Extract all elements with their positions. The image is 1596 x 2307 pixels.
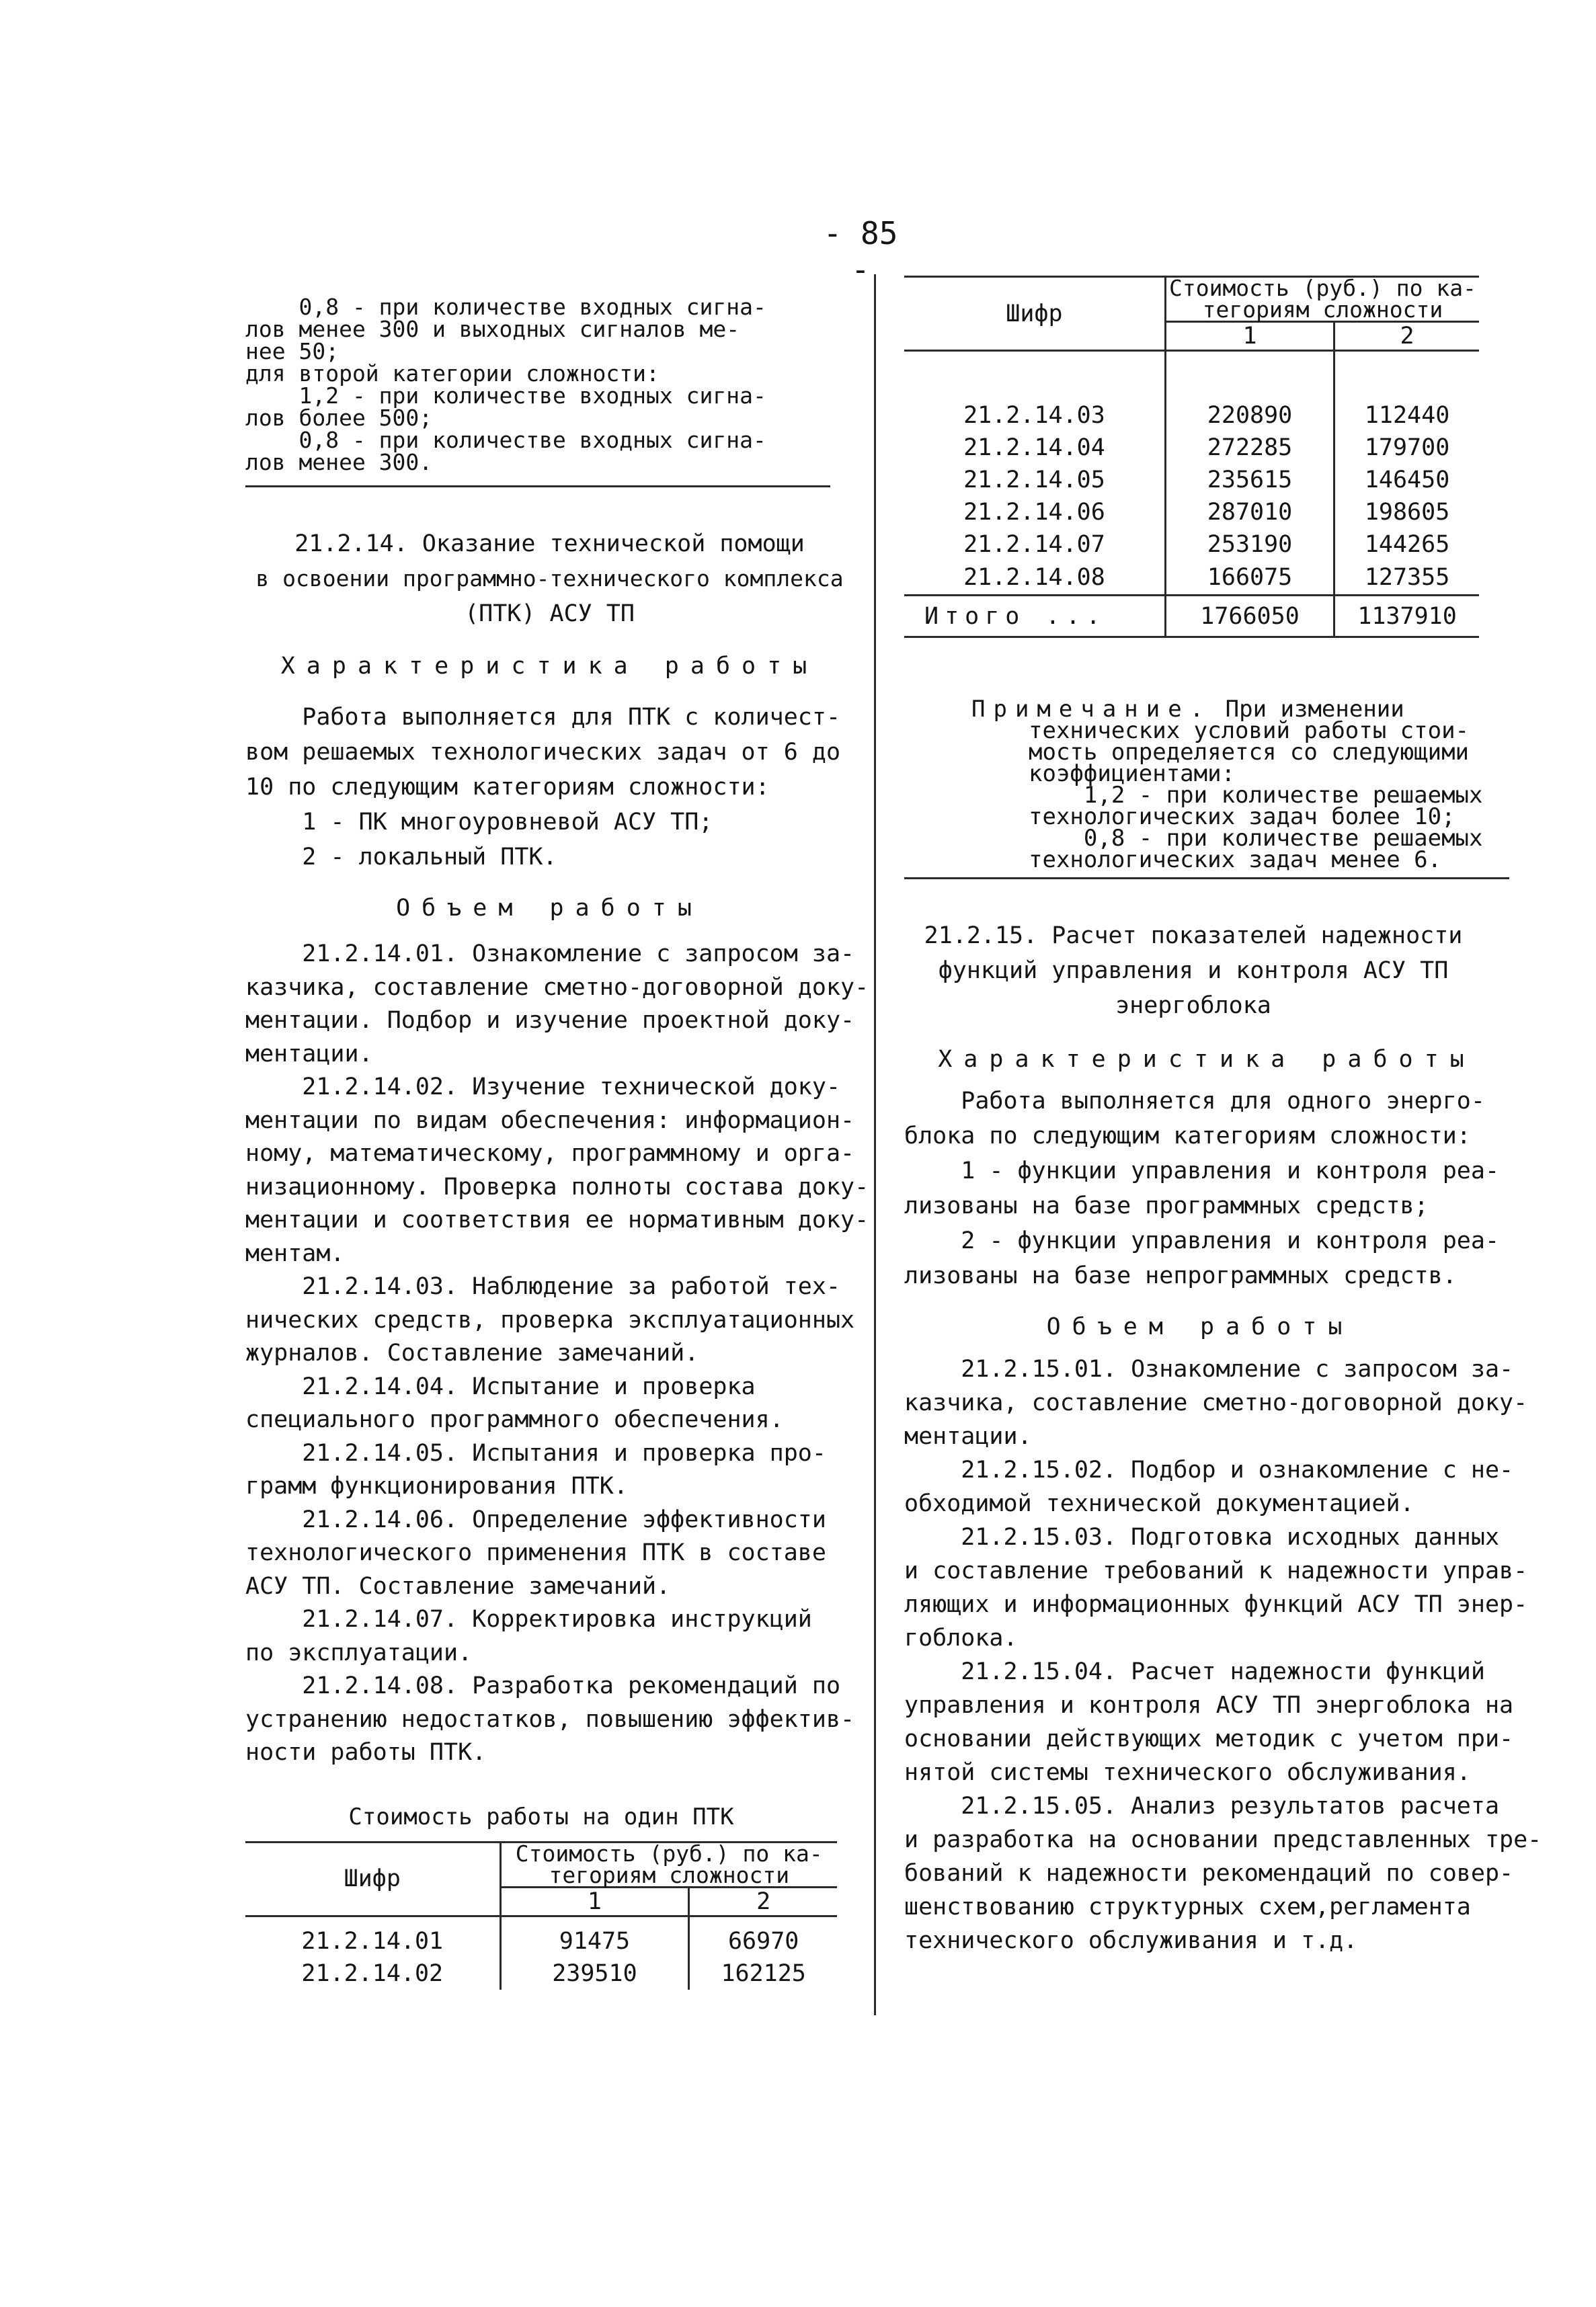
- cell-code: 21.2.14.06: [963, 498, 1105, 526]
- note-line: нее 50;: [245, 338, 340, 364]
- text-line: 2 - локальный ПТК.: [245, 844, 557, 871]
- text-line: 21.2.14.01. Ознакомление с запросом за-: [245, 940, 855, 967]
- text-line: 21.2.14.05. Испытания и проверка про-: [245, 1439, 826, 1467]
- page-number: - 85 -: [823, 215, 898, 288]
- text-line: 1 - ПК многоуровневой АСУ ТП;: [245, 809, 713, 836]
- scope-text: [245, 938, 869, 1770]
- cell-cat2: 179700: [1334, 432, 1479, 464]
- remark-label: Примечание.: [971, 696, 1212, 723]
- cell-code: 21.2.14.03: [963, 401, 1105, 429]
- section-title-line: 21.2.14. Оказание технической помощи: [294, 530, 805, 557]
- text-line: и разработка на основании представленных тре-: [904, 1826, 1542, 1853]
- text-line: казчика, составление сметно-договорной доку-: [904, 1389, 1528, 1416]
- left-column: [245, 294, 869, 1990]
- remark-line: мость определяется со следующими: [1029, 739, 1470, 766]
- text-line: Работа выполняется для одного энерго-: [904, 1088, 1485, 1115]
- text-line: ментации.: [245, 1040, 373, 1067]
- characteristic-heading: Характеристика работы: [938, 1046, 1476, 1073]
- text-line: 21.2.14.02. Изучение технической доку-: [245, 1074, 841, 1100]
- cell-total-cat1: 1766050: [1165, 596, 1334, 637]
- cell-code: 21.2.14.07: [963, 530, 1105, 558]
- text-line: ляющих и информационных функций АСУ ТП энер-: [904, 1591, 1528, 1618]
- col-header-cost: [500, 1842, 837, 1887]
- column-divider: [874, 274, 876, 2015]
- cell-cat1: 287010: [1165, 496, 1334, 528]
- cell-total-label: Итого ...: [904, 596, 1165, 637]
- note-rule: [245, 485, 830, 487]
- remark-line: технологических задач более 10;: [1029, 803, 1455, 830]
- text-line: журналов. Составление замечаний.: [245, 1340, 699, 1367]
- note-line: лов менее 300 и выходных сигналов ме-: [245, 316, 740, 342]
- top-note: [245, 296, 854, 473]
- table-caption: Стоимость работы на один ПТК: [348, 1803, 734, 1830]
- cell-code: 21.2.14.08: [963, 563, 1105, 591]
- table-row: [904, 432, 1479, 464]
- text-line: лизованы на базе непрограммных средств.: [904, 1262, 1457, 1289]
- cell-code: 21.2.14.02: [301, 1960, 444, 1987]
- text-line: 21.2.15.05. Анализ результатов расчета: [904, 1793, 1500, 1820]
- text-line: 21.2.14.06. Определение эффективности: [245, 1506, 826, 1533]
- cell-cat1: 272285: [1165, 432, 1334, 464]
- cell-code: 21.2.14.04: [963, 434, 1105, 461]
- note-line: 1,2 - при количестве входных сигна-: [245, 382, 766, 409]
- text-line: АСУ ТП. Составление замечаний.: [245, 1572, 671, 1600]
- cell-code: 21.2.14.01: [301, 1928, 444, 1955]
- cell-cat1: 235615: [1165, 464, 1334, 496]
- remark: [904, 698, 1533, 871]
- col-header-code: Шифр: [245, 1842, 500, 1916]
- text-line: Работа выполняется для ПТК с количест-: [245, 704, 841, 731]
- cell-cat2: 66970: [689, 1925, 837, 1957]
- text-line: бований к надежности рекомендаций по совер-: [904, 1860, 1514, 1887]
- text-line: блока по следующим категориям сложности:: [904, 1123, 1471, 1149]
- col-header-code: Шифр: [904, 277, 1165, 351]
- text-line: и составление требований к надежности управ-: [904, 1557, 1528, 1584]
- remark-line: коэффициентами:: [1029, 760, 1236, 787]
- text-line: ментации и соответствия ее нормативным доку-: [245, 1207, 869, 1233]
- col-header-cat2: 2: [689, 1887, 837, 1916]
- col-header-cost-line: тегориям сложности: [1202, 296, 1443, 323]
- text-line: ности работы ПТК.: [245, 1739, 487, 1766]
- remark-line: технических условий работы стои-: [1029, 717, 1470, 744]
- text-line: 2 - функции управления и контроля реа-: [904, 1227, 1500, 1254]
- scope-heading: Объем работы: [1046, 1313, 1354, 1340]
- text-line: 21.2.15.02. Подбор и ознакомление с не-: [904, 1457, 1514, 1484]
- cell-cat1: 166075: [1165, 561, 1334, 596]
- note-line: лов более 500;: [245, 405, 433, 431]
- text-line: 1 - функции управления и контроля реа-: [904, 1158, 1500, 1184]
- section-title-line: функций управления и контроля АСУ ТП: [938, 957, 1449, 984]
- cell-cat1: 91475: [500, 1925, 689, 1957]
- cell-cat2: 144265: [1334, 528, 1479, 561]
- characteristic-heading: Характеристика работы: [280, 653, 819, 680]
- text-line: специального программного обеспечения.: [245, 1406, 784, 1433]
- text-line: нятой системы технического обслуживания.: [904, 1759, 1471, 1786]
- table-row: [904, 561, 1479, 596]
- cell-cat2: 162125: [689, 1957, 837, 1990]
- cell-cat2: 198605: [1334, 496, 1479, 528]
- col-header-cost-line: Стоимость (руб.) по ка-: [515, 1840, 823, 1867]
- table-row: [904, 399, 1479, 432]
- table-row: [245, 1925, 837, 1957]
- text-line: грамм функционирования ПТК.: [245, 1473, 628, 1500]
- text-line: устранению недостатков, повышению эффектив-: [245, 1705, 855, 1733]
- table-row: [245, 1957, 837, 1990]
- section-title-line: в освоении программно-технического комплекса: [255, 565, 844, 592]
- text-line: 21.2.14.07. Корректировка инструкций: [245, 1606, 812, 1633]
- text-line: ментации. Подбор и изучение проектной доку-: [245, 1007, 855, 1034]
- remark-line: 1,2 - при количестве решаемых: [1029, 782, 1483, 809]
- section-title: [245, 526, 854, 631]
- text-line: ментации по видам обеспечения: информацион-: [245, 1106, 855, 1134]
- text-line: технологического применения ПТК в составе: [245, 1539, 826, 1566]
- text-line: по эксплуатации.: [245, 1639, 473, 1666]
- text-line: основании действующих методик с учетом при-: [904, 1726, 1514, 1752]
- cell-cat1: 220890: [1165, 399, 1334, 432]
- cell-cat2: 112440: [1334, 399, 1479, 432]
- table-row: [904, 496, 1479, 528]
- cell-total-cat2: 1137910: [1334, 596, 1479, 637]
- text-line: ментации.: [904, 1423, 1032, 1450]
- note-line: 0,8 - при количестве входных сигна-: [245, 427, 766, 453]
- cell-cat1: 239510: [500, 1957, 689, 1990]
- text-line: 21.2.15.03. Подготовка исходных данных: [904, 1524, 1500, 1551]
- section-title-line: энергоблока: [1115, 992, 1271, 1019]
- scope-text: [904, 1352, 1542, 1957]
- text-line: управления и контроля АСУ ТП энергоблока на: [904, 1692, 1514, 1719]
- col-header-cost-line: тегориям сложности: [549, 1861, 790, 1888]
- text-line: технического обслуживания и т.д.: [904, 1927, 1358, 1954]
- text-line: нических средств, проверка эксплуатационных: [245, 1306, 855, 1334]
- cell-cat2: 127355: [1334, 561, 1479, 596]
- col-header-cost-line: Стоимость (руб.) по ка-: [1168, 275, 1476, 301]
- table-row: [904, 464, 1479, 496]
- note-line: 0,8 - при количестве входных сигна-: [245, 294, 766, 320]
- characteristic-text: [245, 700, 854, 875]
- text-line: обходимой технической документацией.: [904, 1490, 1414, 1517]
- cell-code: 21.2.14.05: [963, 466, 1105, 493]
- text-line: низационному. Проверка полноты состава доку-: [245, 1173, 869, 1201]
- right-column: [904, 275, 1542, 1957]
- text-line: 21.2.15.01. Ознакомление с запросом за-: [904, 1356, 1514, 1383]
- col-header-cat2: 2: [1334, 322, 1479, 351]
- cost-table-left: [245, 1841, 837, 1990]
- text-line: 21.2.14.08. Разработка рекомендаций по: [245, 1672, 841, 1699]
- text-line: ному, математическому, программному и орга-: [245, 1140, 855, 1167]
- text-line: ментам.: [245, 1240, 345, 1267]
- remark-rule: [904, 877, 1509, 879]
- text-line: вом решаемых технологических задач от 6 до: [245, 739, 841, 766]
- note-line: для второй категории сложности:: [245, 360, 660, 387]
- col-header-cat1: 1: [1165, 322, 1334, 351]
- characteristic-text: [904, 1084, 1533, 1293]
- text-line: 21.2.14.03. Наблюдение за работой тех-: [245, 1273, 841, 1300]
- text-line: гоблока.: [904, 1625, 1018, 1652]
- col-header-cost: [1165, 277, 1479, 322]
- cell-cat1: 253190: [1165, 528, 1334, 561]
- section-title: [904, 918, 1533, 1023]
- note-line: лов менее 300.: [245, 449, 433, 475]
- text-line: лизованы на базе программных средств;: [904, 1192, 1429, 1219]
- section-title-line: (ПТК) АСУ ТП: [465, 600, 635, 627]
- text-line: казчика, составление сметно-договорной доку-: [245, 973, 869, 1001]
- cell-cat2: 146450: [1334, 464, 1479, 496]
- text-line: шенствованию структурных схем,регламента: [904, 1894, 1471, 1920]
- cost-table-right: [904, 276, 1479, 638]
- text-line: 10 по следующим категориям сложности:: [245, 774, 770, 801]
- section-title-line: 21.2.15. Расчет показателей надежности: [924, 922, 1463, 949]
- text-line: 21.2.14.04. Испытание и проверка: [245, 1373, 756, 1400]
- scope-heading: Объем работы: [396, 895, 703, 922]
- col-header-cat1: 1: [500, 1887, 689, 1916]
- remark-text: При изменении: [1211, 696, 1404, 723]
- remark-line: 0,8 - при количестве решаемых: [1029, 825, 1483, 852]
- remark-line: технологических задач менее 6.: [1029, 846, 1442, 873]
- table-row: [904, 528, 1479, 561]
- table-total-row: [904, 596, 1479, 637]
- text-line: 21.2.15.04. Расчет надежности функций: [904, 1658, 1485, 1685]
